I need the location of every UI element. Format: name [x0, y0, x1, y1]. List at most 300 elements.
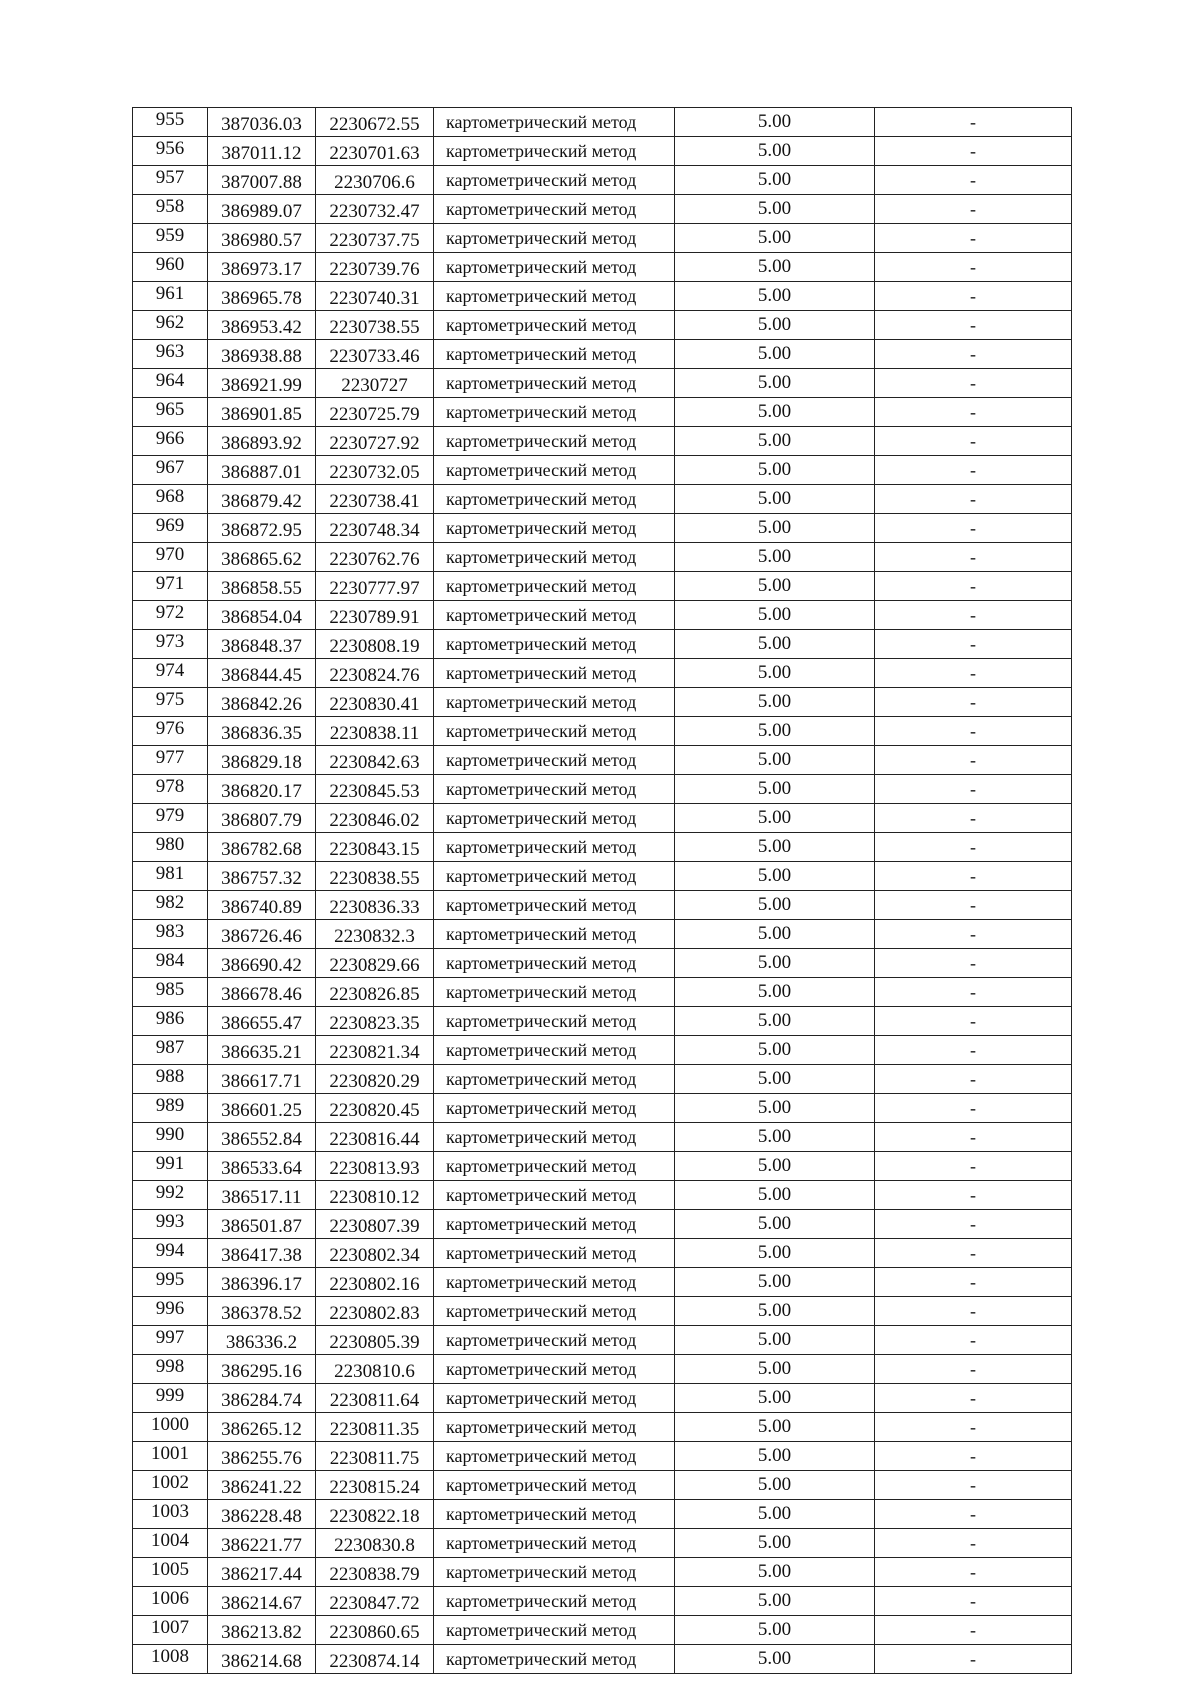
- point-number-cell: 995: [133, 1268, 208, 1297]
- accuracy-cell: 5.00: [675, 1616, 875, 1645]
- y-coordinate-cell: 2230802.83: [316, 1297, 434, 1326]
- point-number-cell: 993: [133, 1210, 208, 1239]
- point-number-cell: 981: [133, 862, 208, 891]
- point-number-cell: 992: [133, 1181, 208, 1210]
- accuracy-cell: 5.00: [675, 1210, 875, 1239]
- description-cell: -: [875, 1268, 1072, 1297]
- table-row: [133, 1587, 1072, 1616]
- table-row: [133, 601, 1072, 630]
- method-cell: картометрический метод: [434, 1529, 675, 1558]
- y-coordinate-cell: 2230733.46: [316, 340, 434, 369]
- accuracy-cell: 5.00: [675, 543, 875, 572]
- table-row: [133, 137, 1072, 166]
- accuracy-cell: 5.00: [675, 1413, 875, 1442]
- description-cell: -: [875, 630, 1072, 659]
- y-coordinate-cell: 2230725.79: [316, 398, 434, 427]
- table-row: [133, 1123, 1072, 1152]
- accuracy-cell: 5.00: [675, 1471, 875, 1500]
- method-cell: картометрический метод: [434, 1007, 675, 1036]
- point-number-cell: 962: [133, 311, 208, 340]
- method-cell: картометрический метод: [434, 1268, 675, 1297]
- accuracy-cell: 5.00: [675, 949, 875, 978]
- point-number-cell: 987: [133, 1036, 208, 1065]
- accuracy-cell: 5.00: [675, 1065, 875, 1094]
- method-cell: картометрический метод: [434, 1500, 675, 1529]
- x-coordinate-cell: 386807.79: [208, 804, 316, 833]
- table-row: [133, 224, 1072, 253]
- description-cell: -: [875, 1413, 1072, 1442]
- x-coordinate-cell: 386533.64: [208, 1152, 316, 1181]
- table-row: [133, 543, 1072, 572]
- accuracy-cell: 5.00: [675, 1123, 875, 1152]
- description-cell: -: [875, 1297, 1072, 1326]
- accuracy-cell: 5.00: [675, 369, 875, 398]
- description-cell: -: [875, 1210, 1072, 1239]
- accuracy-cell: 5.00: [675, 630, 875, 659]
- point-number-cell: 969: [133, 514, 208, 543]
- x-coordinate-cell: 386740.89: [208, 891, 316, 920]
- point-number-cell: 955: [133, 108, 208, 137]
- point-number-cell: 996: [133, 1297, 208, 1326]
- table-row: [133, 282, 1072, 311]
- method-cell: картометрический метод: [434, 1471, 675, 1500]
- method-cell: картометрический метод: [434, 1239, 675, 1268]
- accuracy-cell: 5.00: [675, 195, 875, 224]
- y-coordinate-cell: 2230830.41: [316, 688, 434, 717]
- description-cell: -: [875, 195, 1072, 224]
- accuracy-cell: 5.00: [675, 427, 875, 456]
- x-coordinate-cell: 386601.25: [208, 1094, 316, 1123]
- description-cell: -: [875, 601, 1072, 630]
- table-row: [133, 1007, 1072, 1036]
- description-cell: -: [875, 427, 1072, 456]
- x-coordinate-cell: 386953.42: [208, 311, 316, 340]
- y-coordinate-cell: 2230777.97: [316, 572, 434, 601]
- x-coordinate-cell: 386552.84: [208, 1123, 316, 1152]
- description-cell: -: [875, 862, 1072, 891]
- description-cell: -: [875, 1181, 1072, 1210]
- y-coordinate-cell: 2230807.39: [316, 1210, 434, 1239]
- point-number-cell: 960: [133, 253, 208, 282]
- point-number-cell: 1005: [133, 1558, 208, 1587]
- accuracy-cell: 5.00: [675, 775, 875, 804]
- point-number-cell: 997: [133, 1326, 208, 1355]
- point-number-cell: 967: [133, 456, 208, 485]
- x-coordinate-cell: 386635.21: [208, 1036, 316, 1065]
- accuracy-cell: 5.00: [675, 1326, 875, 1355]
- x-coordinate-cell: 386938.88: [208, 340, 316, 369]
- point-number-cell: 975: [133, 688, 208, 717]
- description-cell: -: [875, 1036, 1072, 1065]
- y-coordinate-cell: 2230811.64: [316, 1384, 434, 1413]
- table-row: [133, 572, 1072, 601]
- description-cell: -: [875, 543, 1072, 572]
- accuracy-cell: 5.00: [675, 1442, 875, 1471]
- method-cell: картометрический метод: [434, 891, 675, 920]
- method-cell: картометрический метод: [434, 427, 675, 456]
- point-number-cell: 998: [133, 1355, 208, 1384]
- y-coordinate-cell: 2230789.91: [316, 601, 434, 630]
- accuracy-cell: 5.00: [675, 166, 875, 195]
- accuracy-cell: 5.00: [675, 282, 875, 311]
- y-coordinate-cell: 2230805.39: [316, 1326, 434, 1355]
- table-row: [133, 775, 1072, 804]
- table-row: [133, 862, 1072, 891]
- description-cell: -: [875, 1384, 1072, 1413]
- accuracy-cell: 5.00: [675, 137, 875, 166]
- table-row: [133, 1384, 1072, 1413]
- x-coordinate-cell: 386893.92: [208, 427, 316, 456]
- y-coordinate-cell: 2230843.15: [316, 833, 434, 862]
- point-number-cell: 977: [133, 746, 208, 775]
- method-cell: картометрический метод: [434, 1616, 675, 1645]
- description-cell: -: [875, 224, 1072, 253]
- method-cell: картометрический метод: [434, 369, 675, 398]
- method-cell: картометрический метод: [434, 920, 675, 949]
- x-coordinate-cell: 386836.35: [208, 717, 316, 746]
- description-cell: -: [875, 688, 1072, 717]
- point-number-cell: 990: [133, 1123, 208, 1152]
- method-cell: картометрический метод: [434, 224, 675, 253]
- coordinates-table: [132, 107, 1072, 1674]
- point-number-cell: 1001: [133, 1442, 208, 1471]
- x-coordinate-cell: 386829.18: [208, 746, 316, 775]
- x-coordinate-cell: 386848.37: [208, 630, 316, 659]
- table-row: [133, 804, 1072, 833]
- y-coordinate-cell: 2230820.29: [316, 1065, 434, 1094]
- point-number-cell: 959: [133, 224, 208, 253]
- y-coordinate-cell: 2230846.02: [316, 804, 434, 833]
- method-cell: картометрический метод: [434, 1326, 675, 1355]
- description-cell: -: [875, 1355, 1072, 1384]
- accuracy-cell: 5.00: [675, 398, 875, 427]
- method-cell: картометрический метод: [434, 978, 675, 1007]
- point-number-cell: 991: [133, 1152, 208, 1181]
- point-number-cell: 978: [133, 775, 208, 804]
- description-cell: -: [875, 717, 1072, 746]
- y-coordinate-cell: 2230842.63: [316, 746, 434, 775]
- point-number-cell: 968: [133, 485, 208, 514]
- y-coordinate-cell: 2230738.41: [316, 485, 434, 514]
- x-coordinate-cell: 386921.99: [208, 369, 316, 398]
- x-coordinate-cell: 386887.01: [208, 456, 316, 485]
- accuracy-cell: 5.00: [675, 456, 875, 485]
- description-cell: -: [875, 1152, 1072, 1181]
- y-coordinate-cell: 2230815.24: [316, 1471, 434, 1500]
- description-cell: -: [875, 1645, 1072, 1674]
- accuracy-cell: 5.00: [675, 340, 875, 369]
- point-number-cell: 957: [133, 166, 208, 195]
- accuracy-cell: 5.00: [675, 920, 875, 949]
- table-row: [133, 1558, 1072, 1587]
- x-coordinate-cell: 386336.2: [208, 1326, 316, 1355]
- y-coordinate-cell: 2230740.31: [316, 282, 434, 311]
- accuracy-cell: 5.00: [675, 1239, 875, 1268]
- method-cell: картометрический метод: [434, 746, 675, 775]
- point-number-cell: 963: [133, 340, 208, 369]
- accuracy-cell: 5.00: [675, 253, 875, 282]
- y-coordinate-cell: 2230762.76: [316, 543, 434, 572]
- coordinates-table-body: [133, 108, 1072, 1674]
- table-row: [133, 688, 1072, 717]
- accuracy-cell: 5.00: [675, 717, 875, 746]
- table-row: [133, 891, 1072, 920]
- method-cell: картометрический метод: [434, 340, 675, 369]
- y-coordinate-cell: 2230821.34: [316, 1036, 434, 1065]
- y-coordinate-cell: 2230737.75: [316, 224, 434, 253]
- y-coordinate-cell: 2230813.93: [316, 1152, 434, 1181]
- accuracy-cell: 5.00: [675, 659, 875, 688]
- method-cell: картометрический метод: [434, 572, 675, 601]
- x-coordinate-cell: 386844.45: [208, 659, 316, 688]
- method-cell: картометрический метод: [434, 1036, 675, 1065]
- x-coordinate-cell: 386217.44: [208, 1558, 316, 1587]
- table-row: [133, 1065, 1072, 1094]
- point-number-cell: 973: [133, 630, 208, 659]
- y-coordinate-cell: 2230816.44: [316, 1123, 434, 1152]
- point-number-cell: 983: [133, 920, 208, 949]
- y-coordinate-cell: 2230802.34: [316, 1239, 434, 1268]
- description-cell: -: [875, 1065, 1072, 1094]
- accuracy-cell: 5.00: [675, 746, 875, 775]
- accuracy-cell: 5.00: [675, 514, 875, 543]
- y-coordinate-cell: 2230824.76: [316, 659, 434, 688]
- description-cell: -: [875, 978, 1072, 1007]
- table-row: [133, 1036, 1072, 1065]
- y-coordinate-cell: 2230738.55: [316, 311, 434, 340]
- accuracy-cell: 5.00: [675, 485, 875, 514]
- table-row: [133, 833, 1072, 862]
- table-row: [133, 659, 1072, 688]
- y-coordinate-cell: 2230701.63: [316, 137, 434, 166]
- table-row: [133, 311, 1072, 340]
- method-cell: картометрический метод: [434, 311, 675, 340]
- point-number-cell: 982: [133, 891, 208, 920]
- accuracy-cell: 5.00: [675, 572, 875, 601]
- description-cell: -: [875, 1239, 1072, 1268]
- accuracy-cell: 5.00: [675, 311, 875, 340]
- method-cell: картометрический метод: [434, 1181, 675, 1210]
- table-row: [133, 1239, 1072, 1268]
- description-cell: -: [875, 804, 1072, 833]
- table-row: [133, 1152, 1072, 1181]
- x-coordinate-cell: 387007.88: [208, 166, 316, 195]
- accuracy-cell: 5.00: [675, 1558, 875, 1587]
- method-cell: картометрический метод: [434, 456, 675, 485]
- x-coordinate-cell: 386214.67: [208, 1587, 316, 1616]
- x-coordinate-cell: 386517.11: [208, 1181, 316, 1210]
- y-coordinate-cell: 2230802.16: [316, 1268, 434, 1297]
- accuracy-cell: 5.00: [675, 1007, 875, 1036]
- point-number-cell: 994: [133, 1239, 208, 1268]
- method-cell: картометрический метод: [434, 1355, 675, 1384]
- description-cell: -: [875, 775, 1072, 804]
- method-cell: картометрический метод: [434, 1413, 675, 1442]
- x-coordinate-cell: 386842.26: [208, 688, 316, 717]
- table-row: [133, 1529, 1072, 1558]
- description-cell: -: [875, 282, 1072, 311]
- y-coordinate-cell: 2230810.12: [316, 1181, 434, 1210]
- y-coordinate-cell: 2230838.79: [316, 1558, 434, 1587]
- accuracy-cell: 5.00: [675, 978, 875, 1007]
- method-cell: картометрический метод: [434, 1587, 675, 1616]
- table-row: [133, 1616, 1072, 1645]
- y-coordinate-cell: 2230829.66: [316, 949, 434, 978]
- table-row: [133, 1094, 1072, 1123]
- method-cell: картометрический метод: [434, 862, 675, 891]
- accuracy-cell: 5.00: [675, 688, 875, 717]
- accuracy-cell: 5.00: [675, 108, 875, 137]
- method-cell: картометрический метод: [434, 543, 675, 572]
- description-cell: -: [875, 1587, 1072, 1616]
- method-cell: картометрический метод: [434, 1123, 675, 1152]
- description-cell: -: [875, 166, 1072, 195]
- point-number-cell: 964: [133, 369, 208, 398]
- method-cell: картометрический метод: [434, 282, 675, 311]
- point-number-cell: 971: [133, 572, 208, 601]
- description-cell: -: [875, 514, 1072, 543]
- table-row: [133, 253, 1072, 282]
- method-cell: картометрический метод: [434, 717, 675, 746]
- point-number-cell: 965: [133, 398, 208, 427]
- table-row: [133, 1442, 1072, 1471]
- y-coordinate-cell: 2230739.76: [316, 253, 434, 282]
- accuracy-cell: 5.00: [675, 1036, 875, 1065]
- method-cell: картометрический метод: [434, 1094, 675, 1123]
- accuracy-cell: 5.00: [675, 833, 875, 862]
- x-coordinate-cell: 386228.48: [208, 1500, 316, 1529]
- description-cell: -: [875, 108, 1072, 137]
- table-row: [133, 1210, 1072, 1239]
- description-cell: -: [875, 311, 1072, 340]
- method-cell: картометрический метод: [434, 195, 675, 224]
- x-coordinate-cell: 387011.12: [208, 137, 316, 166]
- y-coordinate-cell: 2230860.65: [316, 1616, 434, 1645]
- x-coordinate-cell: 386854.04: [208, 601, 316, 630]
- description-cell: -: [875, 1442, 1072, 1471]
- description-cell: -: [875, 340, 1072, 369]
- x-coordinate-cell: 386295.16: [208, 1355, 316, 1384]
- point-number-cell: 974: [133, 659, 208, 688]
- y-coordinate-cell: 2230810.6: [316, 1355, 434, 1384]
- description-cell: -: [875, 1471, 1072, 1500]
- y-coordinate-cell: 2230826.85: [316, 978, 434, 1007]
- point-number-cell: 980: [133, 833, 208, 862]
- method-cell: картометрический метод: [434, 1210, 675, 1239]
- accuracy-cell: 5.00: [675, 1384, 875, 1413]
- method-cell: картометрический метод: [434, 1558, 675, 1587]
- y-coordinate-cell: 2230727: [316, 369, 434, 398]
- table-row: [133, 746, 1072, 775]
- y-coordinate-cell: 2230748.34: [316, 514, 434, 543]
- accuracy-cell: 5.00: [675, 1268, 875, 1297]
- description-cell: -: [875, 659, 1072, 688]
- table-row: [133, 340, 1072, 369]
- accuracy-cell: 5.00: [675, 1297, 875, 1326]
- description-cell: -: [875, 1616, 1072, 1645]
- accuracy-cell: 5.00: [675, 1094, 875, 1123]
- y-coordinate-cell: 2230836.33: [316, 891, 434, 920]
- point-number-cell: 988: [133, 1065, 208, 1094]
- description-cell: -: [875, 1529, 1072, 1558]
- table-row: [133, 1413, 1072, 1442]
- accuracy-cell: 5.00: [675, 862, 875, 891]
- point-number-cell: 976: [133, 717, 208, 746]
- x-coordinate-cell: 386396.17: [208, 1268, 316, 1297]
- table-row: [133, 514, 1072, 543]
- method-cell: картометрический метод: [434, 804, 675, 833]
- x-coordinate-cell: 386265.12: [208, 1413, 316, 1442]
- table-row: [133, 195, 1072, 224]
- description-cell: -: [875, 949, 1072, 978]
- description-cell: -: [875, 253, 1072, 282]
- point-number-cell: 1008: [133, 1645, 208, 1674]
- y-coordinate-cell: 2230808.19: [316, 630, 434, 659]
- point-number-cell: 985: [133, 978, 208, 1007]
- point-number-cell: 1002: [133, 1471, 208, 1500]
- x-coordinate-cell: 386989.07: [208, 195, 316, 224]
- x-coordinate-cell: 386980.57: [208, 224, 316, 253]
- point-number-cell: 961: [133, 282, 208, 311]
- y-coordinate-cell: 2230732.47: [316, 195, 434, 224]
- accuracy-cell: 5.00: [675, 1529, 875, 1558]
- description-cell: -: [875, 485, 1072, 514]
- point-number-cell: 958: [133, 195, 208, 224]
- method-cell: картометрический метод: [434, 688, 675, 717]
- x-coordinate-cell: 386757.32: [208, 862, 316, 891]
- point-number-cell: 1006: [133, 1587, 208, 1616]
- method-cell: картометрический метод: [434, 485, 675, 514]
- x-coordinate-cell: 386872.95: [208, 514, 316, 543]
- y-coordinate-cell: 2230672.55: [316, 108, 434, 137]
- point-number-cell: 1003: [133, 1500, 208, 1529]
- y-coordinate-cell: 2230874.14: [316, 1645, 434, 1674]
- accuracy-cell: 5.00: [675, 1500, 875, 1529]
- description-cell: -: [875, 1558, 1072, 1587]
- x-coordinate-cell: 387036.03: [208, 108, 316, 137]
- point-number-cell: 989: [133, 1094, 208, 1123]
- method-cell: картометрический метод: [434, 630, 675, 659]
- method-cell: картометрический метод: [434, 166, 675, 195]
- description-cell: -: [875, 1326, 1072, 1355]
- accuracy-cell: 5.00: [675, 804, 875, 833]
- description-cell: -: [875, 891, 1072, 920]
- y-coordinate-cell: 2230832.3: [316, 920, 434, 949]
- method-cell: картометрический метод: [434, 1442, 675, 1471]
- description-cell: -: [875, 369, 1072, 398]
- method-cell: картометрический метод: [434, 1065, 675, 1094]
- method-cell: картометрический метод: [434, 775, 675, 804]
- accuracy-cell: 5.00: [675, 224, 875, 253]
- description-cell: -: [875, 1007, 1072, 1036]
- point-number-cell: 956: [133, 137, 208, 166]
- point-number-cell: 966: [133, 427, 208, 456]
- x-coordinate-cell: 386820.17: [208, 775, 316, 804]
- method-cell: картометрический метод: [434, 514, 675, 543]
- y-coordinate-cell: 2230830.8: [316, 1529, 434, 1558]
- point-number-cell: 999: [133, 1384, 208, 1413]
- table-row: [133, 1326, 1072, 1355]
- x-coordinate-cell: 386255.76: [208, 1442, 316, 1471]
- description-cell: -: [875, 746, 1072, 775]
- x-coordinate-cell: 386501.87: [208, 1210, 316, 1239]
- method-cell: картометрический метод: [434, 833, 675, 862]
- method-cell: картометрический метод: [434, 1384, 675, 1413]
- y-coordinate-cell: 2230823.35: [316, 1007, 434, 1036]
- x-coordinate-cell: 386378.52: [208, 1297, 316, 1326]
- table-row: [133, 427, 1072, 456]
- y-coordinate-cell: 2230847.72: [316, 1587, 434, 1616]
